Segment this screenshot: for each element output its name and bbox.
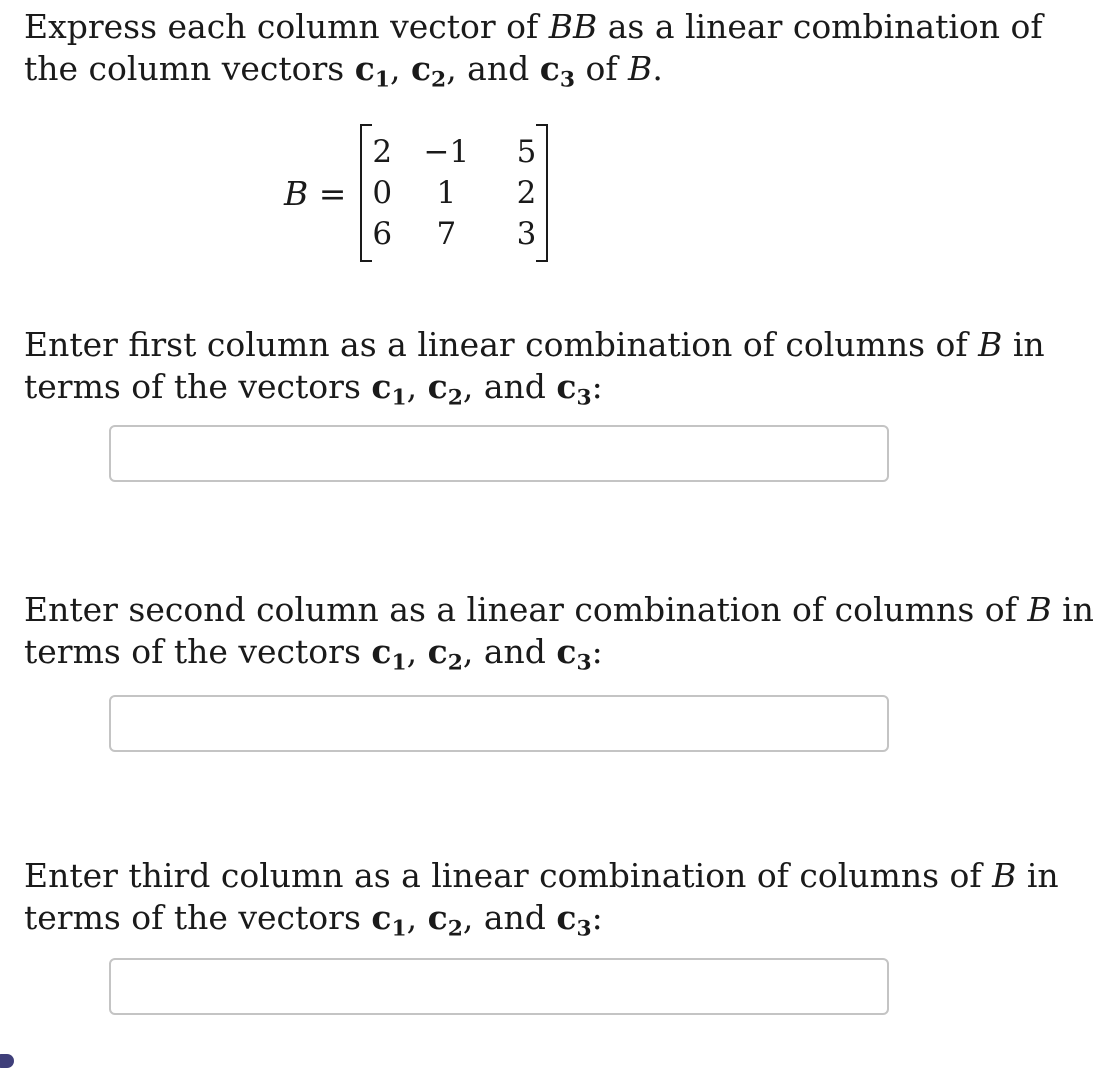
vector-c2: $c_2$	[427, 367, 463, 411]
intro-text: the column vectors	[24, 49, 355, 88]
question-text: :	[591, 898, 603, 937]
matrix-entry: 2	[516, 175, 537, 211]
matrix-entries	[372, 129, 536, 258]
question-text: terms of the vectors	[24, 632, 372, 671]
third-column-answer-input[interactable]	[109, 958, 889, 1015]
vector-c3: $c_3$	[556, 632, 592, 676]
vector-c3: $c_3$	[539, 49, 575, 93]
matrix-entry: 7	[436, 216, 457, 252]
question-text: :	[591, 632, 603, 671]
question-third-column	[24, 855, 1059, 942]
separator: , and	[446, 49, 540, 88]
corner-widget-edge	[0, 1054, 14, 1068]
intro-text: as a linear combination of	[597, 7, 1043, 46]
separator: , and	[462, 898, 557, 937]
separator: , and	[462, 367, 557, 406]
question-text: in	[1002, 325, 1045, 364]
first-column-answer-input[interactable]	[109, 425, 889, 482]
matrix-entry: 0	[372, 175, 393, 211]
matrix-entry: 1	[436, 175, 457, 211]
intro-text: of	[574, 49, 629, 88]
equals-sign: =	[308, 173, 347, 213]
matrix-entry: 6	[372, 216, 393, 252]
question-text: terms of the vectors	[24, 367, 372, 406]
intro-var: B	[628, 49, 653, 88]
vector-c2: $c_2$	[427, 632, 463, 676]
separator: ,	[406, 898, 428, 937]
vector-c3: $c_3$	[556, 898, 592, 942]
vector-c1: $c_1$	[371, 632, 407, 676]
vector-c1: $c_1$	[371, 898, 407, 942]
problem-statement	[24, 6, 1043, 93]
matrix-b	[284, 124, 548, 262]
question-second-column	[24, 589, 1094, 676]
question-text: terms of the vectors	[24, 898, 372, 937]
vector-c1: $c_1$	[354, 49, 390, 93]
vector-c1: $c_1$	[371, 367, 407, 411]
question-var: B	[992, 856, 1017, 895]
second-column-answer-input[interactable]	[109, 695, 889, 752]
right-bracket	[536, 124, 548, 262]
separator: , and	[462, 632, 557, 671]
matrix-entry: 3	[516, 216, 537, 252]
matrix-name: B	[284, 173, 309, 213]
question-text: Enter first column as a linear combination of columns of	[24, 325, 979, 364]
matrix-entry: 2	[372, 134, 393, 170]
matrix-entry: 5	[516, 134, 537, 170]
vector-c3: $c_3$	[556, 367, 592, 411]
question-first-column	[24, 324, 1045, 411]
question-text: Enter second column as a linear combination of columns of	[24, 590, 1028, 629]
question-var: B	[1027, 590, 1052, 629]
separator: ,	[389, 49, 411, 88]
left-bracket	[360, 124, 372, 262]
question-text: in	[1051, 590, 1094, 629]
separator: ,	[406, 632, 428, 671]
question-var: B	[978, 325, 1003, 364]
separator: ,	[406, 367, 428, 406]
question-text: in	[1016, 856, 1059, 895]
matrix-lhs	[284, 174, 346, 213]
question-text: :	[591, 367, 603, 406]
intro-text: Express each column vector of	[24, 7, 549, 46]
intro-var: BB	[548, 7, 598, 46]
vector-c2: $c_2$	[427, 898, 463, 942]
intro-text: .	[652, 49, 663, 88]
vector-c2: $c_2$	[410, 49, 447, 93]
question-text: Enter third column as a linear combination of columns of	[24, 856, 993, 895]
matrix-entry: −1	[423, 134, 470, 170]
